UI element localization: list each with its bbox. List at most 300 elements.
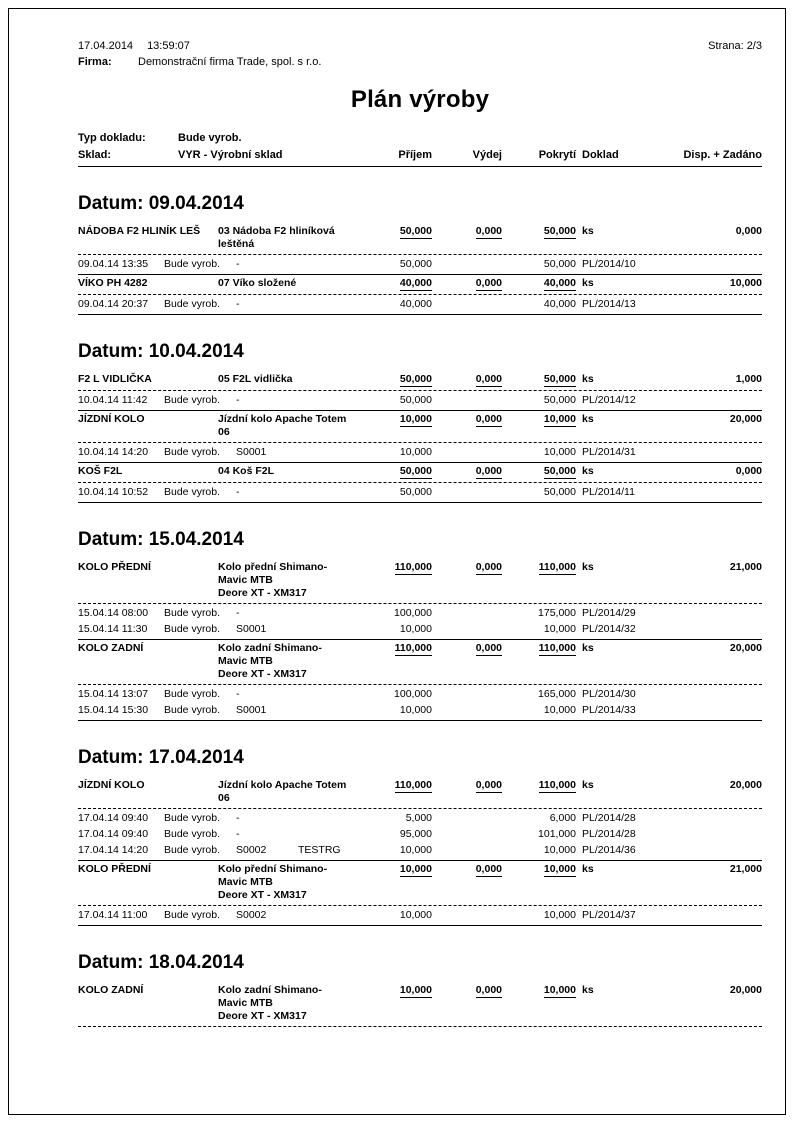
row-time: 17.04.14 09:40 xyxy=(78,812,149,824)
row-extra xyxy=(298,810,354,826)
row-vydej xyxy=(432,621,502,637)
date-group-title: Datum: 15.04.2014 xyxy=(78,529,244,550)
table-row xyxy=(78,810,762,826)
date-group-title: Datum: 18.04.2014 xyxy=(78,952,244,973)
item-disp: 20,000 xyxy=(729,984,762,996)
item-detail-rows xyxy=(78,685,762,721)
doc-type-row xyxy=(78,130,762,147)
table-row xyxy=(78,484,762,500)
row-vydej xyxy=(432,296,502,312)
item-name xyxy=(218,642,354,681)
item-unit: ks xyxy=(582,984,594,996)
date-group-title: Datum: 17.04.2014 xyxy=(78,747,244,768)
item-detail-rows xyxy=(78,483,762,503)
item-vydej-value: 0,000 xyxy=(475,465,502,477)
date-group-title: Datum: 09.04.2014 xyxy=(78,193,244,214)
item-block xyxy=(78,779,762,861)
date-group xyxy=(78,747,762,926)
row-disp-spacer xyxy=(666,621,762,637)
item-vydej xyxy=(432,465,502,479)
item-name xyxy=(218,863,354,902)
row-doklad: PL/2014/10 xyxy=(582,258,636,270)
item-vydej-value: 0,000 xyxy=(475,779,502,791)
row-type: Bude vyrob. xyxy=(164,486,221,498)
row-extra xyxy=(298,484,354,500)
row-time: 17.04.14 09:40 xyxy=(78,828,149,840)
row-disp-spacer xyxy=(666,392,762,408)
item-summary-row xyxy=(78,465,762,483)
row-vydej xyxy=(432,392,502,408)
item-vydej xyxy=(432,277,502,291)
item-vydej-value: 0,000 xyxy=(475,277,502,289)
item-summary-row xyxy=(78,413,762,443)
row-type: Bude vyrob. xyxy=(164,258,221,270)
item-code: KOLO PŘEDNÍ xyxy=(78,561,151,573)
item-block xyxy=(78,277,762,315)
item-name-line2: Deore XT - XM317 xyxy=(218,668,307,680)
item-detail-rows xyxy=(78,906,762,926)
item-pokryti xyxy=(502,863,576,877)
row-prijem: 50,000 xyxy=(399,486,432,498)
row-doklad: PL/2014/11 xyxy=(582,486,635,498)
row-prijem: 50,000 xyxy=(399,394,432,406)
item-code: KOLO PŘEDNÍ xyxy=(78,863,151,875)
row-prijem: 40,000 xyxy=(399,298,432,310)
item-vydej-value: 0,000 xyxy=(475,225,502,237)
item-vydej-value: 0,000 xyxy=(475,413,502,425)
row-disp-spacer xyxy=(666,826,762,842)
item-unit: ks xyxy=(582,642,594,654)
item-name-line1: 05 F2L vidlička xyxy=(218,373,293,385)
item-unit: ks xyxy=(582,465,594,477)
item-name xyxy=(218,779,354,805)
item-pokryti xyxy=(502,779,576,793)
row-prijem: 10,000 xyxy=(399,909,432,921)
item-name-line2: Deore XT - XM317 xyxy=(218,587,307,599)
table-row xyxy=(78,444,762,460)
row-store: - xyxy=(236,394,240,406)
item-code: KOLO ZADNÍ xyxy=(78,984,144,996)
item-prijem xyxy=(354,413,432,427)
column-vydej: Výdej xyxy=(472,149,502,161)
row-prijem: 10,000 xyxy=(399,623,432,635)
date-groups xyxy=(78,193,762,1027)
row-type: Bude vyrob. xyxy=(164,623,221,635)
item-code: VÍKO PH 4282 xyxy=(78,277,148,289)
table-row xyxy=(78,826,762,842)
item-name xyxy=(218,984,354,1023)
row-disp-spacer xyxy=(666,907,762,923)
document-header xyxy=(78,38,762,70)
table-row xyxy=(78,842,762,858)
item-vydej xyxy=(432,863,502,877)
item-pokryti xyxy=(502,225,576,239)
row-pokryti: 50,000 xyxy=(543,486,576,498)
item-block xyxy=(78,413,762,463)
item-unit: ks xyxy=(582,561,594,573)
row-vydej xyxy=(432,810,502,826)
row-vydej xyxy=(432,826,502,842)
item-pokryti xyxy=(502,413,576,427)
item-disp: 1,000 xyxy=(735,373,762,385)
item-vydej xyxy=(432,642,502,656)
row-doklad: PL/2014/28 xyxy=(582,812,636,824)
row-store: S0002 xyxy=(236,909,267,921)
row-type: Bude vyrob. xyxy=(164,828,221,840)
row-prijem: 5,000 xyxy=(405,812,432,824)
item-pokryti-value: 40,000 xyxy=(543,277,576,289)
item-code: KOŠ F2L xyxy=(78,465,123,477)
item-code: NÁDOBA F2 HLINÍK LEŠ xyxy=(78,225,201,237)
row-vydej xyxy=(432,256,502,272)
item-vydej xyxy=(432,984,502,998)
row-doklad: PL/2014/29 xyxy=(582,607,636,619)
item-prijem-value: 110,000 xyxy=(394,642,432,654)
item-name xyxy=(218,561,354,600)
item-name-line1: 07 Víko složené xyxy=(218,277,297,289)
item-prijem-value: 110,000 xyxy=(394,561,432,573)
item-pokryti-value: 50,000 xyxy=(543,373,576,385)
item-summary-row xyxy=(78,373,762,391)
row-extra xyxy=(298,907,354,923)
item-summary-row xyxy=(78,984,762,1027)
item-detail-rows xyxy=(78,391,762,411)
item-summary-row xyxy=(78,561,762,604)
item-unit: ks xyxy=(582,373,594,385)
date-group xyxy=(78,529,762,721)
date-group-title: Datum: 10.04.2014 xyxy=(78,341,244,362)
item-disp: 10,000 xyxy=(729,277,762,289)
row-prijem: 50,000 xyxy=(399,258,432,270)
item-code: F2 L VIDLIČKA xyxy=(78,373,152,385)
item-prijem-value: 10,000 xyxy=(399,984,432,996)
item-disp: 21,000 xyxy=(729,561,762,573)
item-block xyxy=(78,863,762,926)
row-type: Bude vyrob. xyxy=(164,704,221,716)
date-group xyxy=(78,193,762,315)
row-doklad: PL/2014/12 xyxy=(582,394,636,406)
table-row xyxy=(78,702,762,718)
row-disp-spacer xyxy=(666,810,762,826)
item-vydej-value: 0,000 xyxy=(475,642,502,654)
row-time: 15.04.14 11:30 xyxy=(78,623,148,635)
item-prijem xyxy=(354,465,432,479)
row-pokryti: 40,000 xyxy=(543,298,576,310)
item-summary-row xyxy=(78,642,762,685)
item-vydej-value: 0,000 xyxy=(475,863,502,875)
row-doklad: PL/2014/28 xyxy=(582,828,636,840)
table-row xyxy=(78,621,762,637)
row-extra xyxy=(298,392,354,408)
row-pokryti: 50,000 xyxy=(543,258,576,270)
row-pokryti: 10,000 xyxy=(543,623,576,635)
item-prijem xyxy=(354,277,432,291)
item-vydej-value: 0,000 xyxy=(475,984,502,996)
item-unit: ks xyxy=(582,863,594,875)
item-prijem xyxy=(354,373,432,387)
row-type: Bude vyrob. xyxy=(164,812,221,824)
item-code: KOLO ZADNÍ xyxy=(78,642,144,654)
item-detail-rows xyxy=(78,809,762,861)
item-vydej xyxy=(432,779,502,793)
row-prijem: 10,000 xyxy=(399,704,432,716)
column-pokryti: Pokrytí xyxy=(538,149,576,161)
item-vydej xyxy=(432,413,502,427)
row-prijem: 95,000 xyxy=(399,828,432,840)
item-pokryti-value: 110,000 xyxy=(538,642,576,654)
row-time: 17.04.14 11:00 xyxy=(78,909,148,921)
item-detail-rows xyxy=(78,443,762,463)
row-vydej xyxy=(432,907,502,923)
item-name-line1: 04 Koš F2L xyxy=(218,465,275,477)
row-store: - xyxy=(236,828,240,840)
row-extra xyxy=(298,444,354,460)
item-block xyxy=(78,373,762,411)
row-time: 15.04.14 15:30 xyxy=(78,704,149,716)
row-doklad: PL/2014/13 xyxy=(582,298,636,310)
header-top-row xyxy=(78,38,762,54)
item-pokryti xyxy=(502,984,576,998)
row-disp-spacer xyxy=(666,484,762,500)
row-extra xyxy=(298,686,354,702)
row-disp-spacer xyxy=(666,702,762,718)
item-vydej xyxy=(432,225,502,239)
column-header-row xyxy=(78,147,762,167)
table-row xyxy=(78,907,762,923)
row-disp-spacer xyxy=(666,444,762,460)
row-time: 10.04.14 11:42 xyxy=(78,394,148,406)
row-pokryti: 10,000 xyxy=(543,446,576,458)
row-pokryti: 10,000 xyxy=(543,844,576,856)
item-unit: ks xyxy=(582,277,594,289)
row-extra xyxy=(298,256,354,272)
item-block xyxy=(78,225,762,275)
row-type: Bude vyrob. xyxy=(164,909,221,921)
row-store: - xyxy=(236,298,240,310)
store-label: Sklad: xyxy=(78,149,112,161)
item-pokryti-value: 50,000 xyxy=(543,225,576,237)
row-store: - xyxy=(236,688,240,700)
row-doklad: PL/2014/37 xyxy=(582,909,636,921)
item-disp: 20,000 xyxy=(729,779,762,791)
row-prijem: 100,000 xyxy=(394,607,432,619)
firm-info xyxy=(78,54,321,70)
row-store: - xyxy=(236,486,240,498)
row-pokryti: 10,000 xyxy=(543,704,576,716)
item-summary-row xyxy=(78,225,762,255)
firm-label: Firma: xyxy=(78,56,112,68)
row-time: 10.04.14 14:20 xyxy=(78,446,149,458)
row-extra xyxy=(298,702,354,718)
row-doklad: PL/2014/36 xyxy=(582,844,636,856)
row-disp-spacer xyxy=(666,686,762,702)
table-row xyxy=(78,256,762,272)
row-doklad: PL/2014/33 xyxy=(582,704,636,716)
row-disp-spacer xyxy=(666,842,762,858)
row-pokryti: 50,000 xyxy=(543,394,576,406)
item-disp: 0,000 xyxy=(735,225,762,237)
item-name xyxy=(218,277,354,290)
table-row xyxy=(78,296,762,312)
print-timestamp xyxy=(78,38,204,54)
print-date: 17.04.2014 xyxy=(78,40,134,52)
item-prijem xyxy=(354,863,432,877)
item-detail-rows xyxy=(78,295,762,315)
row-vydej xyxy=(432,686,502,702)
item-prijem-value: 50,000 xyxy=(399,465,432,477)
row-disp-spacer xyxy=(666,296,762,312)
date-group xyxy=(78,952,762,1027)
item-pokryti-value: 10,000 xyxy=(543,863,576,875)
row-disp-spacer xyxy=(666,605,762,621)
row-store: S0001 xyxy=(236,446,267,458)
item-summary-row xyxy=(78,863,762,906)
row-time: 15.04.14 13:07 xyxy=(78,688,149,700)
item-prijem xyxy=(354,225,432,239)
item-prijem xyxy=(354,561,432,575)
row-doklad: PL/2014/30 xyxy=(582,688,636,700)
store-value: VYR - Výrobní sklad xyxy=(178,149,283,161)
table-row xyxy=(78,392,762,408)
item-name-line1: Jízdní kolo Apache Totem 06 xyxy=(218,413,347,438)
item-name xyxy=(218,465,354,478)
item-name-line1: Kolo zadní Shimano-Mavic MTB xyxy=(218,984,322,1009)
item-name-line1: Kolo přední Shimano-Mavic MTB xyxy=(218,863,328,888)
print-time: 13:59:07 xyxy=(147,40,190,52)
row-store: - xyxy=(236,258,240,270)
item-pokryti xyxy=(502,561,576,575)
row-store: - xyxy=(236,607,240,619)
row-disp-spacer xyxy=(666,256,762,272)
row-time: 17.04.14 14:20 xyxy=(78,844,149,856)
item-code: JÍZDNÍ KOLO xyxy=(78,779,145,791)
item-unit: ks xyxy=(582,779,594,791)
report-content xyxy=(78,38,762,1029)
item-block xyxy=(78,465,762,503)
row-prijem: 10,000 xyxy=(399,446,432,458)
item-name-line2: Deore XT - XM317 xyxy=(218,889,307,901)
item-pokryti xyxy=(502,642,576,656)
item-disp: 20,000 xyxy=(729,413,762,425)
row-vydej xyxy=(432,605,502,621)
item-pokryti-value: 110,000 xyxy=(538,779,576,791)
doc-type-label: Typ dokladu: xyxy=(78,132,146,144)
item-name xyxy=(218,225,354,251)
item-vydej-value: 0,000 xyxy=(475,373,502,385)
item-vydej xyxy=(432,561,502,575)
row-time: 09.04.14 13:35 xyxy=(78,258,149,270)
item-prijem-value: 40,000 xyxy=(399,277,432,289)
item-block xyxy=(78,642,762,721)
item-name-line1: 03 Nádoba F2 hliníková leštěná xyxy=(218,225,335,250)
row-vydej xyxy=(432,484,502,500)
row-pokryti: 165,000 xyxy=(538,688,576,700)
page-title: Plán výroby xyxy=(350,86,490,113)
item-name-line1: Jízdní kolo Apache Totem 06 xyxy=(218,779,347,804)
column-prijem: Příjem xyxy=(398,149,432,161)
item-disp: 21,000 xyxy=(729,863,762,875)
row-vydej xyxy=(432,842,502,858)
item-disp: 0,000 xyxy=(735,465,762,477)
item-summary-row xyxy=(78,779,762,809)
item-block xyxy=(78,984,762,1027)
item-code: JÍZDNÍ KOLO xyxy=(78,413,145,425)
row-store: S0002 xyxy=(236,844,267,856)
item-prijem-value: 50,000 xyxy=(399,225,432,237)
item-pokryti xyxy=(502,373,576,387)
row-type: Bude vyrob. xyxy=(164,298,221,310)
row-vydej xyxy=(432,444,502,460)
column-disp: Disp. + Zadáno xyxy=(683,149,762,161)
row-pokryti: 175,000 xyxy=(538,607,576,619)
item-name xyxy=(218,413,354,439)
item-prijem xyxy=(354,642,432,656)
row-pokryti: 6,000 xyxy=(549,812,576,824)
row-extra: TESTRG xyxy=(298,844,341,856)
row-type: Bude vyrob. xyxy=(164,446,221,458)
page-number: Strana: 2/3 xyxy=(708,40,762,52)
row-extra xyxy=(298,296,354,312)
table-row xyxy=(78,686,762,702)
item-summary-row xyxy=(78,277,762,295)
row-prijem: 100,000 xyxy=(394,688,432,700)
item-vydej xyxy=(432,373,502,387)
row-pokryti: 10,000 xyxy=(543,909,576,921)
item-prijem-value: 50,000 xyxy=(399,373,432,385)
column-doklad: Doklad xyxy=(582,149,619,161)
row-time: 09.04.14 20:37 xyxy=(78,298,149,310)
item-prijem-value: 110,000 xyxy=(394,779,432,791)
row-type: Bude vyrob. xyxy=(164,394,221,406)
row-extra xyxy=(298,826,354,842)
item-block xyxy=(78,561,762,640)
row-vydej xyxy=(432,702,502,718)
row-time: 15.04.14 08:00 xyxy=(78,607,149,619)
item-pokryti xyxy=(502,277,576,291)
item-vydej-value: 0,000 xyxy=(475,561,502,573)
row-type: Bude vyrob. xyxy=(164,688,221,700)
item-name xyxy=(218,373,354,386)
row-store: - xyxy=(236,812,240,824)
firm-value: Demonstrační firma Trade, spol. s r.o. xyxy=(138,56,322,68)
doc-type-value: Bude vyrob. xyxy=(178,132,242,144)
row-store: S0001 xyxy=(236,623,267,635)
row-type: Bude vyrob. xyxy=(164,607,221,619)
item-unit: ks xyxy=(582,225,594,237)
row-store: S0001 xyxy=(236,704,267,716)
row-prijem: 10,000 xyxy=(399,844,432,856)
item-detail-rows xyxy=(78,604,762,640)
header-firm-row xyxy=(78,54,762,70)
item-disp: 20,000 xyxy=(729,642,762,654)
item-pokryti xyxy=(502,465,576,479)
table-row xyxy=(78,605,762,621)
row-extra xyxy=(298,605,354,621)
item-prijem-value: 10,000 xyxy=(399,413,432,425)
item-pokryti-value: 50,000 xyxy=(543,465,576,477)
item-pokryti-value: 10,000 xyxy=(543,413,576,425)
row-doklad: PL/2014/32 xyxy=(582,623,636,635)
item-pokryti-value: 110,000 xyxy=(538,561,576,573)
item-name-line1: Kolo zadní Shimano-Mavic MTB xyxy=(218,642,322,667)
row-type: Bude vyrob. xyxy=(164,844,221,856)
item-name-line1: Kolo přední Shimano-Mavic MTB xyxy=(218,561,328,586)
row-doklad: PL/2014/31 xyxy=(582,446,636,458)
row-time: 10.04.14 10:52 xyxy=(78,486,149,498)
row-pokryti: 101,000 xyxy=(538,828,576,840)
row-extra xyxy=(298,621,354,637)
date-group xyxy=(78,341,762,503)
